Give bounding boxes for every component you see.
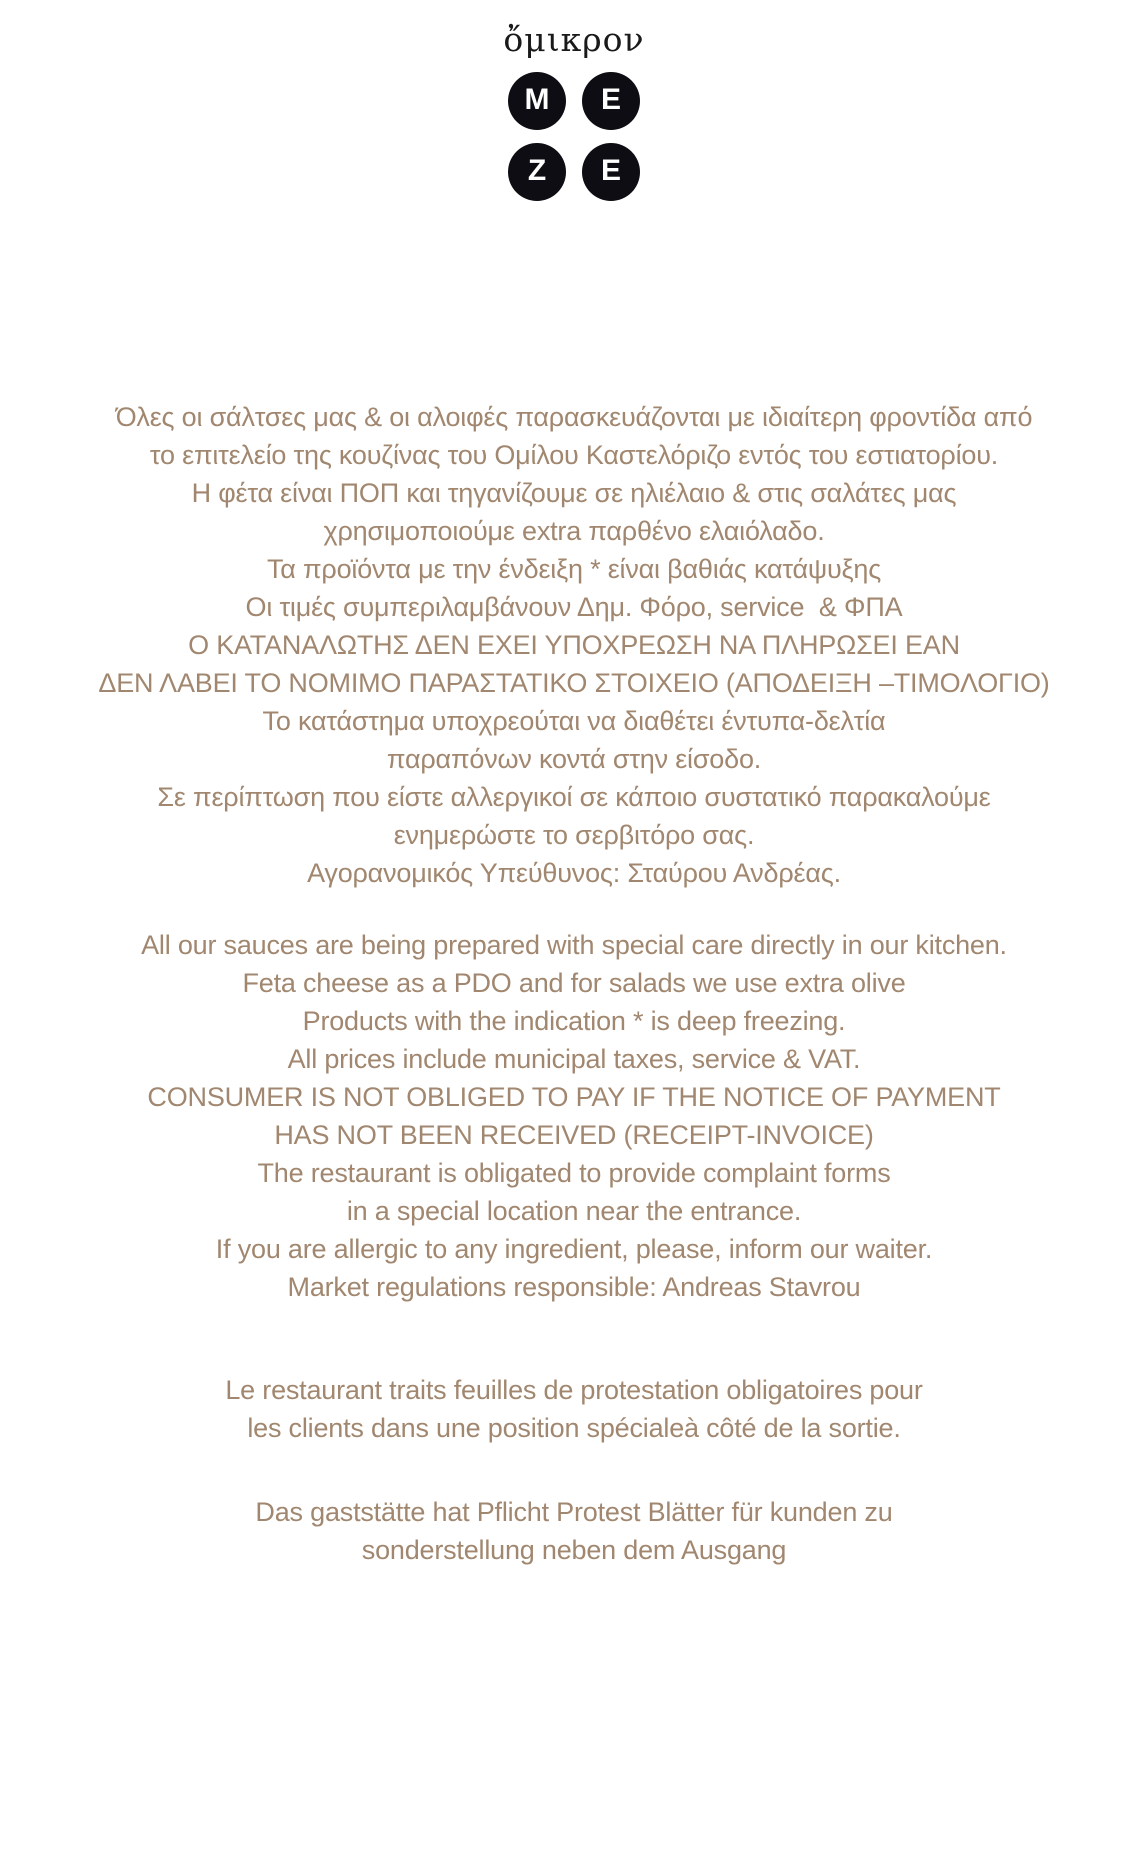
text-line: Η φέτα είναι ΠΟΠ και τηγανίζουμε σε ηλιέλαιο & στις σαλάτες μας [191, 478, 957, 508]
english-notice-paragraph [0, 926, 1148, 1306]
logo-circle-e1 [582, 72, 640, 130]
restaurant-logo [0, 0, 1148, 201]
notice-content [0, 398, 1148, 1569]
text-line: Das gaststätte hat Pflicht Protest Blätter für kunden zu [255, 1497, 893, 1527]
text-line: Ο ΚΑΤΑΝΑΛΩΤΗΣ ΔΕΝ ΕΧΕΙ ΥΠΟΧΡΕΩΣΗ ΝΑ ΠΛΗΡΩΣΕΙ ΕΑΝ [188, 630, 960, 660]
text-line: HAS NOT BEEN RECEIVED (RECEIPT-INVOICE) [274, 1120, 874, 1150]
text-line: Το κατάστημα υποχρεούται να διαθέτει έντυπα-δελτία [262, 706, 886, 736]
logo-monogram [0, 72, 1148, 201]
logo-monogram-row-top [508, 72, 640, 130]
german-notice-paragraph [0, 1493, 1148, 1569]
logo-circle-e2 [582, 143, 640, 201]
text-line: All our sauces are being prepared with special care directly in our kitchen. [141, 930, 1007, 960]
logo-monogram-row-bottom [508, 143, 640, 201]
french-notice-paragraph [0, 1371, 1148, 1447]
text-line: Market regulations responsible: Andreas Stavrou [287, 1272, 861, 1302]
text-line: Le restaurant traits feuilles de protestation obligatoires pour [225, 1375, 923, 1405]
text-line: το επιτελείο της κουζίνας του Ομίλου Καστελόριζο εντός του εστιατορίου. [149, 440, 999, 470]
text-line: Αγορανομικός Υπεύθυνος: Σταύρου Ανδρέας. [307, 858, 841, 888]
text-line: Σε περίπτωση που είστε αλλεργικοί σε κάποιο συστατικό παρακαλούμε [157, 782, 991, 812]
text-line: Όλες οι σάλτσες μας & οι αλοιφές παρασκευάζονται με ιδιαίτερη φροντίδα από [115, 402, 1033, 432]
logo-letter-e2: E [600, 154, 621, 187]
greek-notice-paragraph [0, 398, 1148, 892]
text-line: If you are allergic to any ingredient, please, inform our waiter. [215, 1234, 933, 1264]
text-line: All prices include municipal taxes, service & VAT. [287, 1044, 861, 1074]
text-line: χρησιμοποιούμε extra παρθένο ελαιόλαδο. [323, 516, 825, 546]
text-line: CONSUMER IS NOT OBLIGED TO PAY IF THE NOTICE OF PAYMENT [147, 1082, 1001, 1112]
text-line: les clients dans une position spécialeà côté de la sortie. [247, 1413, 901, 1443]
text-line: παραπόνων κοντά στην είσοδο. [386, 744, 762, 774]
text-line: Οι τιμές συμπεριλαμβάνουν Δημ. Φόρο, service & ΦΠΑ [245, 592, 903, 622]
text-line: Feta cheese as a PDO and for salads we use extra olive [242, 968, 906, 998]
logo-letter-m: M [524, 83, 550, 116]
logo-wordmark: ὄμικρον [503, 20, 645, 59]
text-line: The restaurant is obligated to provide complaint forms [257, 1158, 891, 1188]
text-line: ΔΕΝ ΛΑΒΕΙ ΤΟ ΝΟΜΙΜΟ ΠΑΡΑΣΤΑΤΙΚΟ ΣΤΟΙΧΕΙΟ (ΑΠΟΔΕΙΞΗ –ΤΙΜΟΛΟΓΙΟ) [98, 668, 1050, 698]
text-line: Τα προϊόντα με την ένδειξη * είναι βαθιάς κατάψυξης [266, 554, 882, 584]
text-line: in a special location near the entrance. [346, 1196, 802, 1226]
text-line: ενημερώστε το σερβιτόρο σας. [393, 820, 755, 850]
text-line: Products with the indication * is deep freezing. [302, 1006, 846, 1036]
text-line: sonderstellung neben dem Ausgang [361, 1535, 787, 1565]
logo-circle-z [508, 143, 566, 201]
logo-letter-e1: E [600, 83, 621, 116]
logo-circle-m [508, 72, 566, 130]
logo-letter-z: Z [527, 154, 547, 187]
